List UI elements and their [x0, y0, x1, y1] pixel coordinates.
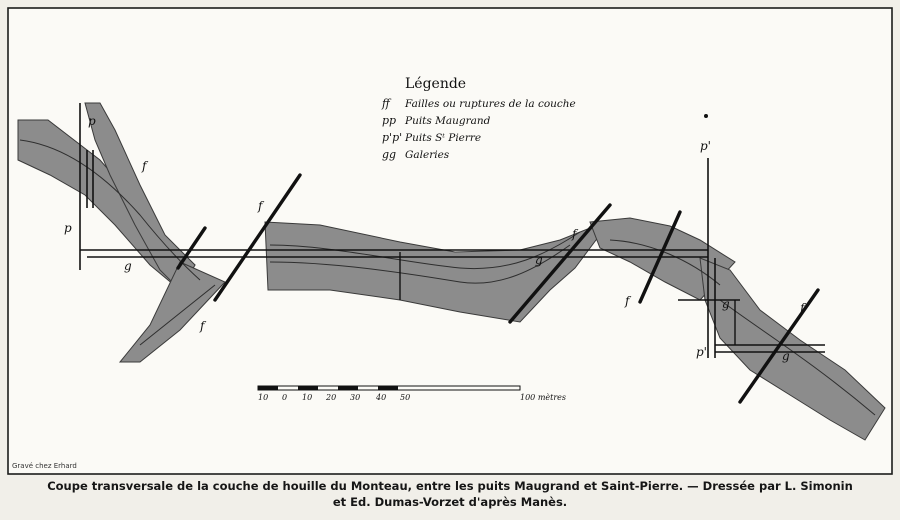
label-gallery: g	[722, 297, 730, 311]
scale-tick-label: 30	[350, 393, 361, 402]
label-shaft-saint-pierre: p'	[700, 139, 711, 153]
scale-bar-segment	[338, 386, 358, 390]
label-fault: f	[800, 301, 805, 315]
label-shaft-maugrand-lower: p	[64, 221, 72, 235]
label-fault: f	[142, 159, 147, 173]
label-gallery: g	[124, 259, 132, 273]
legend-key: p'p'	[382, 131, 403, 144]
scale-tick-label: 10	[302, 393, 313, 402]
label-fault: f	[200, 319, 205, 333]
scale-tick-label: 10	[258, 393, 269, 402]
legend-key: pp	[382, 114, 397, 127]
label-fault: f	[258, 199, 263, 213]
scale-tick-label: 20	[326, 393, 337, 402]
label-gallery: g	[782, 349, 790, 363]
legend-key: gg	[382, 148, 397, 161]
figure-caption	[0, 478, 900, 510]
label-shaft-saint-pierre-lower: p'	[696, 345, 707, 359]
scale-tick-label: 40	[376, 393, 387, 402]
legend-text: Failles ou ruptures de la couche	[405, 98, 576, 110]
label-gallery: g	[535, 253, 543, 267]
engraver-credit: Gravé chez Erhard	[12, 462, 77, 470]
label-shaft-maugrand: p	[88, 114, 96, 128]
legend-key: ff	[382, 97, 390, 110]
legend-text: Galeries	[405, 149, 450, 161]
label-fault: f	[625, 294, 630, 308]
scale-tick-label: 0	[282, 393, 288, 402]
scale-bar-segment	[378, 386, 398, 390]
legend-title: Légende	[405, 76, 467, 92]
scale-end-label: 100 mètres	[520, 393, 567, 402]
caption-line-2: et Ed. Dumas-Vorzet d'après Manès.	[332, 495, 568, 509]
legend-text: Puits Sᵗ Pierre	[405, 132, 482, 144]
label-fault: f	[572, 227, 577, 241]
scale-bar-segment	[258, 386, 278, 390]
legend-text: Puits Maugrand	[405, 115, 491, 127]
scale-tick-label: 50	[400, 393, 411, 402]
caption-line-1: Coupe transversale de la couche de houille du Monteau, entre les puits Maugrand et Saint-Pierre. — Dressée par L. Simonin	[47, 479, 853, 493]
survey-mark	[704, 114, 708, 118]
scale-bar-segment	[298, 386, 318, 390]
